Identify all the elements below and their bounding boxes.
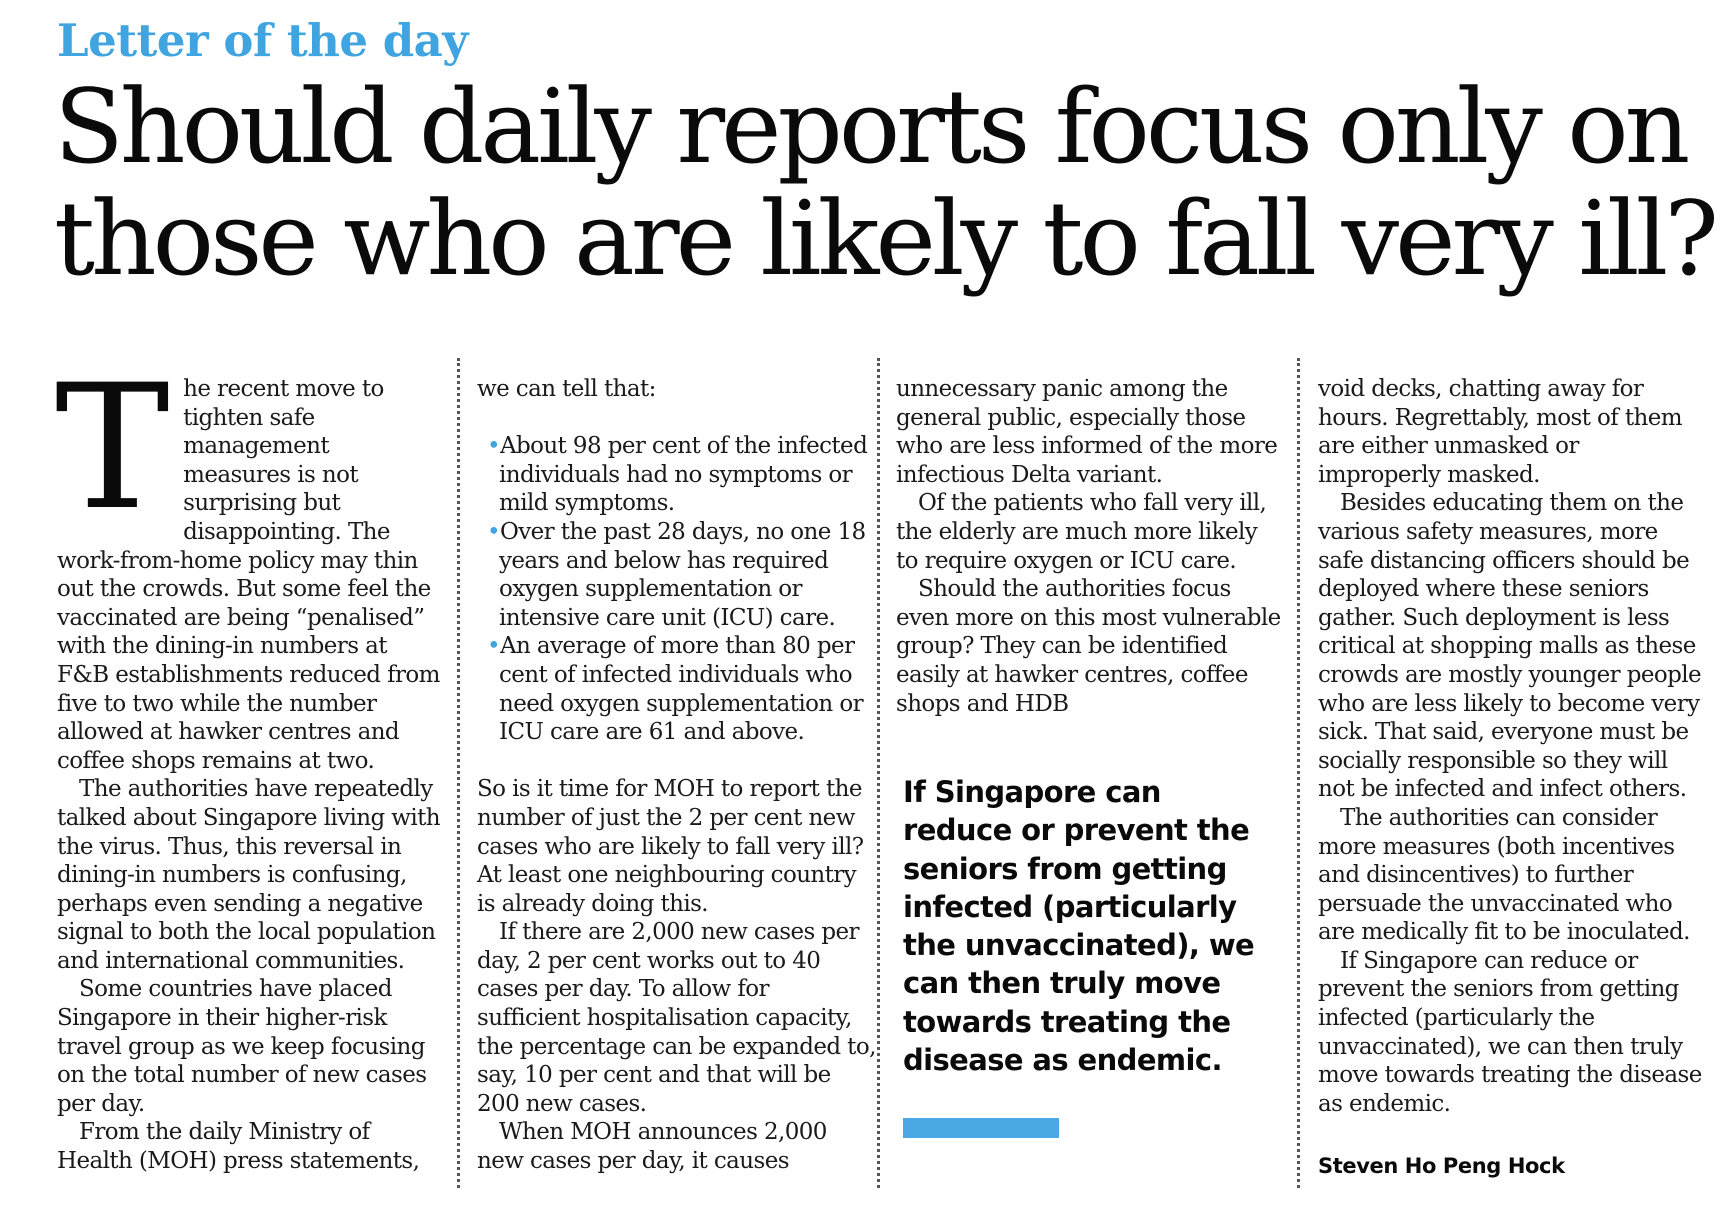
spacer xyxy=(477,404,877,433)
column-1 xyxy=(55,347,442,1176)
bullet-list xyxy=(477,432,877,747)
bullet-item xyxy=(477,518,877,632)
bullet-icon: • xyxy=(487,633,500,660)
paragraph: So is it time for MOH to report the number of just the 2 per cent new cases who are likely to fall very ill? At least one neighbouring country is already doing this. xyxy=(477,776,864,917)
paragraph: From the daily Ministry of Health (MOH) press statements, xyxy=(57,1119,420,1175)
paragraph: Besides educating them on the various safety measures, more safe distancing officers should be deployed where these seniors gather. Such deployment is less critical at shopping malls as these crowds are mostly younger people who are less likely to become very sick. That said, everyone must be socially responsible so they will not be infected and infect others. xyxy=(1318,490,1702,803)
drop-cap: T xyxy=(55,347,170,548)
pull-quote: If Singapore can reduce or prevent the seniors from getting infected (particularly the unvaccinated), we can then truly move towards treating the disease as endemic. xyxy=(903,775,1255,1078)
bullet-text: An average of more than 80 per cent of infected individuals who need oxygen supplementation or ICU care are 61 and above. xyxy=(499,633,863,746)
paragraph: If there are 2,000 new cases per day, 2 per cent works out to 40 cases per day. To allow for sufficient hospitalisation capacity, the percentage can be expanded to, say, 10 per cent and that will be 200 new cases. xyxy=(477,919,876,1117)
column-3 xyxy=(896,375,1281,718)
bullet-item xyxy=(477,432,877,518)
paragraph: Some countries have placed Singapore in their higher-risk travel group as we keep focusing on the total number of new cases per day. xyxy=(57,976,427,1117)
accent-bar xyxy=(903,1118,1059,1138)
paragraph: The authorities can consider more measures (both incentives and disincentives) to further persuade the unvaccinated who are medically fit to be inoculated. xyxy=(1318,804,1690,946)
column-divider xyxy=(877,358,880,1188)
bullet-text: Over the past 28 days, no one 18 years and below has required oxygen supplementation or intensive care unit (ICU) care. xyxy=(499,518,866,631)
paragraph: we can tell that: xyxy=(477,376,656,402)
bullet-icon: • xyxy=(487,518,500,545)
column-divider xyxy=(1297,358,1300,1188)
section-kicker: Letter of the day xyxy=(57,14,468,67)
paragraph: unnecessary panic among the general public, especially those who are less informed of the more infectious Delta variant. xyxy=(896,376,1278,488)
spacer xyxy=(477,747,877,776)
column-divider xyxy=(457,358,460,1188)
paragraph: he recent move to tighten safe management measures is not surprising but disappointing. The work-from-home policy may thin out the crowds. But some feel the vaccinated are being “penalised” with the dining-in numbers at F&B establishments reduced from five to two while the number allowed at hawker centres and coffee shops remains at two. xyxy=(57,376,440,774)
headline xyxy=(54,68,1715,299)
paragraph: Of the patients who fall very ill, the elderly are much more likely to require oxygen or ICU care. xyxy=(896,490,1267,574)
paragraph: void decks, chatting away for hours. Regrettably, most of them are either unmasked or improperly masked. xyxy=(1318,376,1682,488)
column-2 xyxy=(477,375,877,1176)
bullet-icon: • xyxy=(487,433,500,460)
author-signature: Steven Ho Peng Hock xyxy=(1318,1154,1565,1178)
paragraph: Should the authorities focus even more on this most vulnerable group? They can be identified easily at hawker centres, coffee shops and HDB xyxy=(896,576,1281,717)
paragraph: If Singapore can reduce or prevent the seniors from getting infected (particularly the unvaccinated), we can then truly move towards treating the disease as endemic. xyxy=(1318,947,1702,1117)
headline-line-1: Should daily reports focus only on xyxy=(54,68,1687,187)
headline-line-2: those who are likely to fall very ill? xyxy=(54,180,1715,299)
column-4 xyxy=(1318,375,1703,1118)
bullet-item xyxy=(477,632,877,746)
paragraph: The authorities have repeatedly talked about Singapore living with the virus. Thus, this reversal in dining-in numbers is confusing, perhaps even sending a negative signal to both the local population and international communities. xyxy=(57,776,440,974)
paragraph: When MOH announces 2,000 new cases per day, it causes xyxy=(477,1119,827,1175)
bullet-text: About 98 per cent of the infected individuals had no symptoms or mild symptoms. xyxy=(499,433,868,517)
